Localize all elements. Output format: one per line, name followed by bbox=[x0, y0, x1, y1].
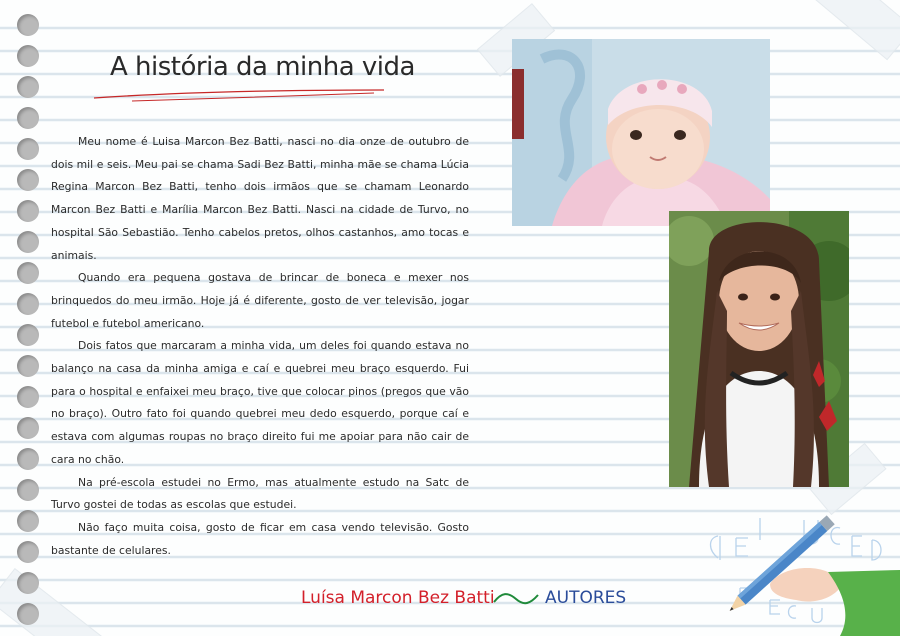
author-name: Luísa Marcon Bez Batti bbox=[301, 588, 495, 608]
baby-photo bbox=[512, 39, 770, 226]
title-underline bbox=[92, 84, 392, 104]
page-title: A história da minha vida bbox=[110, 52, 415, 82]
hand-pencil-logo bbox=[700, 500, 900, 636]
story-text bbox=[51, 131, 469, 562]
authors-label: AUTORES bbox=[545, 588, 627, 608]
paragraph: Quando era pequena gostava de brincar de boneca e mexer nos brinquedos do meu irmão. Hoje já é diferente, gosto de ver televisão, jogar futebol e futebol americano. bbox=[51, 271, 469, 330]
paragraph: Na pré-escola estudei no Ermo, mas atualmente estudo na Satc de Turvo gostei de todas as escolas que estudei. bbox=[51, 475, 469, 512]
girl-photo bbox=[669, 211, 849, 487]
paragraph: Não faço muita coisa, gosto de ficar em casa vendo televisão. Gosto bastante de celulares. bbox=[51, 520, 469, 557]
paragraph: Dois fatos que marcaram a minha vida, um deles foi quando estava no balanço na casa da minha amiga e caí e quebrei meu braço esquerdo. Fui para o hospital e enfaixei meu braço, tive que colocar pinos (pregos que vão no braço). Outro fato foi quando quebrei meu dedo esquerdo, porque caí e estava com algumas roupas no braço direito fui me apoiar para não cair de cara no chão. bbox=[51, 339, 469, 466]
wave-divider bbox=[492, 592, 540, 606]
paragraph: Meu nome é Luisa Marcon Bez Batti, nasci no dia onze de outubro de dois mil e seis. Meu pai se chama Sadi Bez Batti, minha mãe se chama Lúcia Regina Marcon Bez Batti, tenho dois irmãos que se chamam Leonardo Marcon Bez Batti e Marília Marcon Bez Batti. Nasci na cidade de Turvo, no hospital São Sebastião. Tenho cabelos pretos, olhos castanhos, amo tocas e animais. bbox=[51, 135, 469, 262]
